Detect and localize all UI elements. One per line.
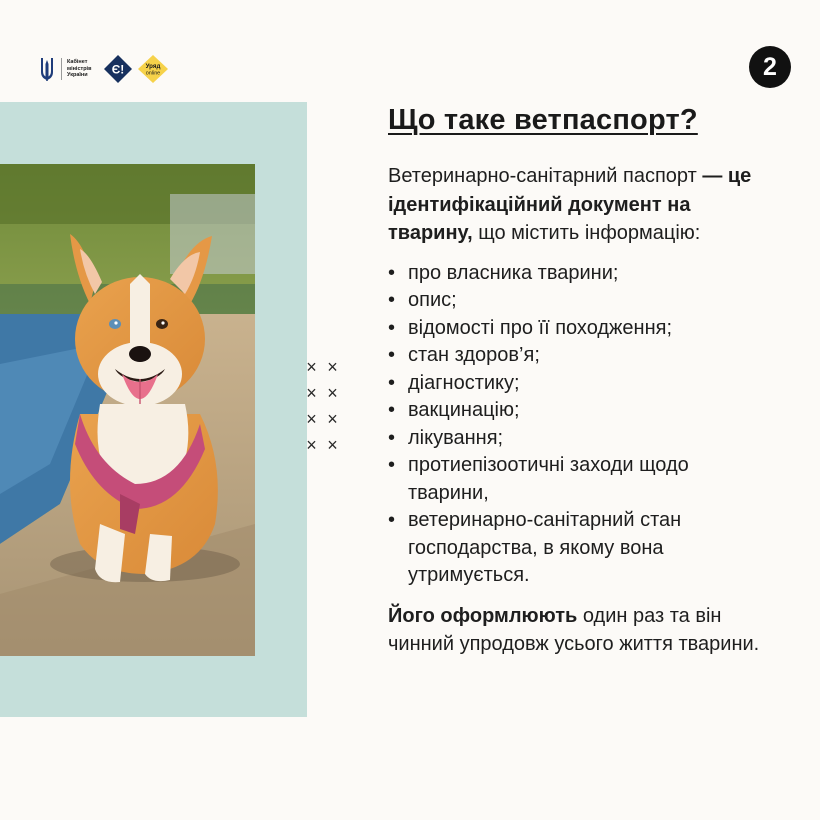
list-item: • ветеринарно-санітарний стан господарства, в якому вона утримується. <box>388 507 768 590</box>
trident-icon <box>39 56 55 82</box>
cross-icon: × <box>327 383 338 403</box>
cabinet-logo-text: Кабінет міністрів України <box>67 59 92 79</box>
decorative-crosses <box>301 356 343 456</box>
intro-text-2: що містить інформацію: <box>472 222 701 244</box>
list-item: • стан здоров’я; <box>388 342 768 370</box>
cross-icon: × <box>306 409 317 429</box>
main-content <box>388 104 768 659</box>
outro-paragraph <box>388 602 768 659</box>
logo-separator <box>61 58 62 80</box>
page-number-badge: 2 <box>749 46 791 88</box>
list-item: • протиепізоотичні заходи щодо тварини, <box>388 452 768 507</box>
diia-logo-icon <box>103 54 133 84</box>
list-item: • про власника тварини; <box>388 260 768 288</box>
uriad-logo-text-1: Уряд <box>145 63 161 70</box>
header-logos <box>39 54 169 84</box>
cross-icon: × <box>327 409 338 429</box>
list-item: • вакцинацію; <box>388 397 768 425</box>
intro-paragraph <box>388 162 768 248</box>
outro-text: один раз та він чинний упродовж усього життя тварини. <box>388 604 760 655</box>
uriad-online-logo-icon <box>137 54 169 84</box>
cross-icon: × <box>327 357 338 377</box>
cross-icon: × <box>306 383 317 403</box>
intro-bold-text: — це ідентифікаційний документ на тварину, <box>388 165 752 244</box>
list-item: • відомості про її походження; <box>388 315 768 343</box>
intro-text-1: Ветеринарно-санітарний паспорт <box>388 165 697 187</box>
diia-logo-text: Є! <box>111 62 125 77</box>
uriad-logo-text-2: online <box>145 70 161 77</box>
list-item: • опис; <box>388 287 768 315</box>
corgi-illustration <box>0 164 255 656</box>
info-list <box>388 260 768 590</box>
list-item: • діагностику; <box>388 370 768 398</box>
cross-icon: × <box>327 435 338 455</box>
outro-bold-text: Його оформлюють <box>388 604 578 627</box>
corgi-photo <box>0 164 255 656</box>
page-title: Що таке ветпаспорт? <box>388 104 698 136</box>
cross-icon: × <box>306 435 317 455</box>
list-item: • лікування; <box>388 425 768 453</box>
cross-icon: × <box>306 357 317 377</box>
